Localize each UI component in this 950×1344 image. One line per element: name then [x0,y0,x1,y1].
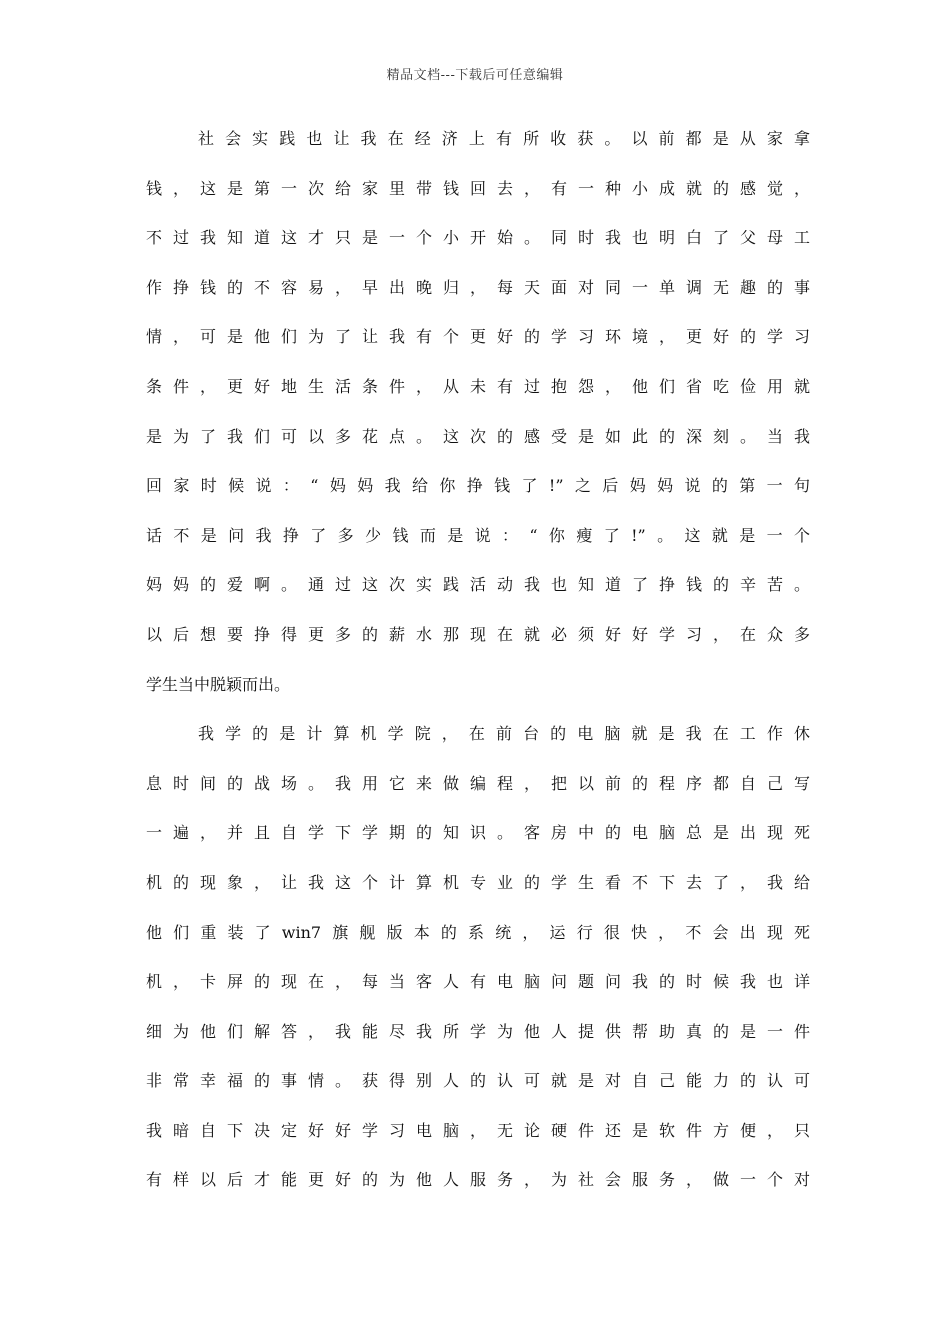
text-line: 情，可是他们为了让我有个更好的学习环境，更好的学习 [146,327,810,347]
text-line: 社会实践也让我在经济上有所收获。以前都是从家拿 [198,129,810,148]
text-line: 有样以后才能更好的为他人服务，为社会服务，做一个对 [146,1170,810,1190]
text-line: 非常幸福的事情。获得别人的认可就是对自己能力的认可 [146,1071,810,1091]
text-line: 条件，更好地生活条件，从未有过抱怨，他们省吃俭用就 [146,376,810,396]
paragraph-2 [146,721,810,1217]
text-line: 我暗自下决定好好学习电脑，无论硬件还是软件方便，只 [146,1120,810,1140]
text-line: 以后想要挣得更多的薪水那现在就必须好好学习，在众多 [146,624,810,644]
text-line: 钱，这是第一次给家里带钱回去，有一种小成就的感觉， [146,178,810,198]
text-line: 细为他们解答，我能尽我所学为他人提供帮助真的是一件 [146,1021,810,1041]
text-line: 机，卡屏的现在，每当客人有电脑问题问我的时候我也详 [146,972,810,992]
text-line: 妈妈的爱啊。通过这次实践活动我也知道了挣钱的辛苦。 [146,575,810,595]
page-header: 精品文档---下载后可任意编辑 [386,68,564,83]
text-line: 他们重装了win7旗舰版本的系统，运行很快，不会出现死 [146,922,810,942]
text-line: 学生当中脱颖而出。 [146,674,291,694]
text-line: 是为了我们可以多花点。这次的感受是如此的深刻。当我 [146,426,810,446]
text-line: 作挣钱的不容易，早出晚归，每天面对同一单调无趣的事 [146,277,810,297]
text-line: 不过我知道这才只是一个小开始。同时我也明白了父母工 [146,228,810,248]
document-body [146,126,810,1217]
text-line: 息时间的战场。我用它来做编程，把以前的程序都自己写 [146,773,810,793]
paragraph-1 [146,126,810,721]
text-line: 我学的是计算机学院，在前台的电脑就是我在工作休 [198,724,810,744]
text-line: 回家时候说：“妈妈我给你挣钱了!”之后妈妈说的第一句 [146,476,810,496]
text-line: 一遍，并且自学下学期的知识。客房中的电脑总是出现死 [146,823,810,843]
text-line: 机的现象，让我这个计算机专业的学生看不下去了，我给 [146,872,810,892]
text-line: 话不是问我挣了多少钱而是说：“你瘦了!”。这就是一个 [146,525,810,545]
